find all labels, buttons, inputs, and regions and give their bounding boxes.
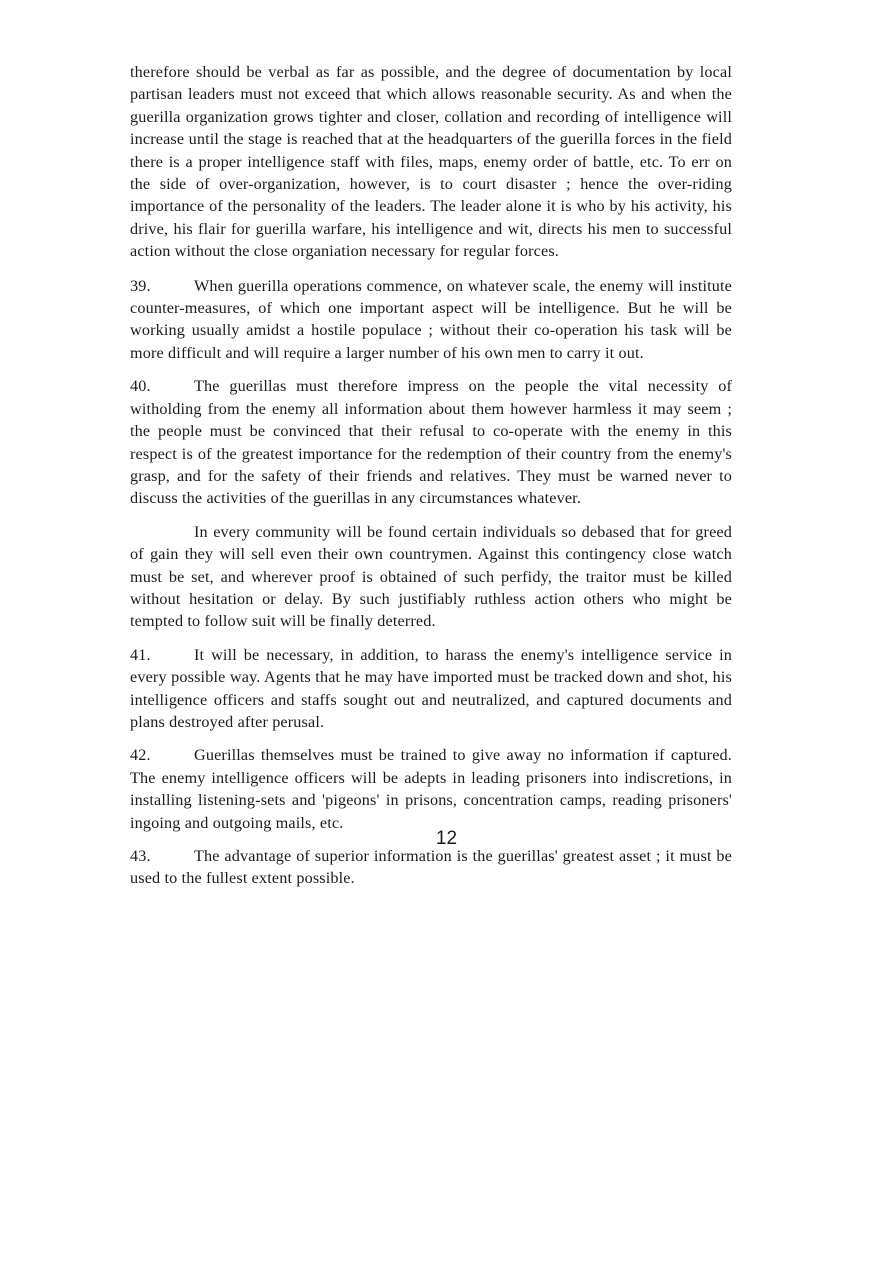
paragraph-text: The guerillas must therefore impress on the people the vital necessity of witholding from the enemy all information about them however harmless it may seem ; the people must be convinced that their refusal to co-operate with the enemy in this respect is of the greatest importance for the redemption of their country from the enemy's grasp, and for the safety of their friends and relatives. They must be warned never to discuss the activities of the guerillas in any circumstances whatever. <box>130 377 732 508</box>
paragraph-text: It will be necessary, in addition, to harass the enemy's intelligence service in every possible way. Agents that he may have imported must be tracked down and shot, his intelligence officers and staffs sought out and neutralized, and captured documents and plans destroyed after perusal. <box>130 645 732 731</box>
paragraph-40 <box>130 375 732 509</box>
paragraph-text: Guerillas themselves must be trained to give away no information if captured. The enemy intelligence officers will be adepts in leading prisoners into indiscretions, in installing listening-sets and 'pigeons' in prisons, concentration camps, reading prisoners' ingoing and outgoing mails, etc. <box>130 746 732 832</box>
document-page <box>130 61 732 901</box>
paragraph-42 <box>130 744 732 834</box>
paragraph-text: When guerilla operations commence, on whatever scale, the enemy will institute counter-measures, of which one important aspect will be intelligence. But he will be working usually amidst a hostile populace ; without their co-operation his task will be more difficult and will require a larger number of his own men to carry it out. <box>130 276 732 362</box>
paragraph-43 <box>130 845 732 890</box>
page-number: 12 <box>435 828 458 849</box>
paragraph-40-continued <box>130 521 732 633</box>
paragraph-number: 40. <box>130 377 151 396</box>
paragraph-41 <box>130 644 732 734</box>
paragraph-number: 41. <box>130 645 151 664</box>
paragraph-text: therefore should be verbal as far as possible, and the degree of documentation by local partisan leaders must not exceed that which allows reasonable security. As and when the guerilla organization grows tighter and closer, collation and recording of intelligence will increase until the stage is reached that at the headquarters of the guerilla forces in the field there is a proper intelligence staff with files, maps, enemy order of battle, etc. To err on the side of over-organization, however, is to court disaster ; hence the over-riding importance of the personality of the leaders. The leader alone it is who by his activity, his drive, his flair for guerilla warfare, his intelligence and wit, directs his men to successful action without the close organiation necessary for regular forces. <box>130 63 732 261</box>
paragraph-text: In every community will be found certain individuals so debased that for greed of gain they will sell even their own countrymen. Against this contingency close watch must be set, and wherever proof is obtained of such perfidy, the traitor must be killed without hesitation or delay. By such justifiably ruthless action others who might be tempted to follow suit will be finally deterred. <box>130 522 732 631</box>
paragraph-number: 39. <box>130 276 151 295</box>
paragraph-number: 42. <box>130 746 151 765</box>
paragraph-number: 43. <box>130 847 151 865</box>
paragraph-text: The advantage of superior information is the guerillas' greatest asset ; it must be used to the fullest extent possible. <box>130 847 732 888</box>
paragraph-continued <box>130 61 732 263</box>
paragraph-39 <box>130 275 732 365</box>
